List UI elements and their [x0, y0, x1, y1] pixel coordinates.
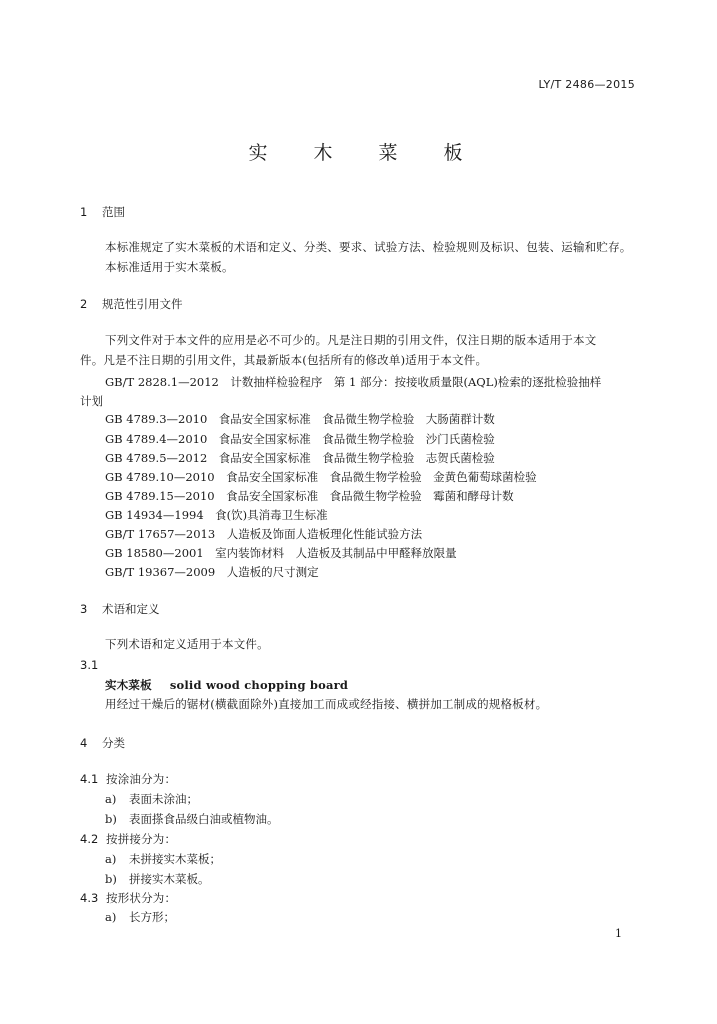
subsection-4-3 — [80, 890, 176, 906]
section-number: 2 — [80, 297, 88, 311]
list-item — [105, 811, 279, 827]
section-title: 范围 — [102, 205, 125, 219]
reference-item: GB/T 17657—2013 人造板及饰面人造板理化性能试验方法 — [105, 527, 423, 541]
reference-item: GB 4789.3—2010 食品安全国家标准 食品微生物学检验 大肠菌群计数 — [105, 412, 495, 426]
document-title: 实 木 菜 板 — [248, 142, 483, 164]
reference-item: GB 4789.10—2010 食品安全国家标准 食品微生物学检验 金黄色葡萄球菌检验 — [105, 470, 537, 484]
list-marker: a) — [105, 910, 117, 924]
list-marker: b) — [105, 812, 117, 826]
paragraph: 件。凡是不注日期的引用文件，其最新版本(包括所有的修改单)适用于本文件。 — [80, 353, 488, 367]
subsection-number: 4.3 — [80, 891, 99, 905]
reference-item: GB 4789.15—2010 食品安全国家标准 食品微生物学检验 霉菌和酵母计数 — [105, 489, 514, 503]
section-1-heading — [80, 204, 125, 220]
page-number: 1 — [615, 927, 622, 940]
list-marker: b) — [105, 872, 117, 886]
reference-item: GB 18580—2001 室内装饰材料 人造板及其制品中甲醛释放限量 — [105, 546, 457, 560]
term-entry — [105, 677, 348, 693]
section-3-heading — [80, 601, 160, 617]
list-text: 未拼接实木菜板； — [129, 852, 221, 866]
section-title: 规范性引用文件 — [102, 297, 183, 311]
subsection-4-2 — [80, 831, 176, 847]
list-item — [105, 909, 175, 925]
reference-item: GB/T 19367—2009 人造板的尺寸测定 — [105, 565, 319, 579]
standard-code: LY/T 2486—2015 — [538, 78, 635, 91]
list-marker: a) — [105, 792, 117, 806]
subsection-number: 4.1 — [80, 772, 99, 786]
list-item — [105, 871, 210, 887]
reference-item: GB 4789.4—2010 食品安全国家标准 食品微生物学检验 沙门氏菌检验 — [105, 432, 495, 446]
paragraph: 下列术语和定义适用于本文件。 — [105, 637, 269, 651]
list-marker: a) — [105, 852, 117, 866]
list-text: 拼接实木菜板。 — [129, 872, 210, 886]
subsection-label: 按拼接分为： — [106, 832, 177, 846]
paragraph: 本标准规定了实木菜板的术语和定义、分类、要求、试验方法、检验规则及标识、包装、运输和贮存。 — [105, 240, 632, 254]
reference-item-continued: 计划 — [80, 394, 103, 408]
list-text: 表面搽食品级白油或植物油。 — [129, 812, 279, 826]
subsection-4-1 — [80, 771, 176, 787]
subsection-label: 按形状分为： — [106, 891, 177, 905]
section-number: 1 — [80, 205, 88, 219]
section-4-heading — [80, 735, 125, 751]
section-2-heading — [80, 296, 183, 312]
reference-item: GB 14934—1994 食(饮)具消毒卫生标准 — [105, 508, 328, 522]
paragraph: 下列文件对于本文件的应用是必不可少的。凡是注日期的引用文件，仅注日期的版本适用于本文 — [105, 333, 597, 347]
section-title: 分类 — [102, 736, 125, 750]
section-number: 3 — [80, 602, 88, 616]
term-en: solid wood chopping board — [169, 678, 349, 692]
subsection-number: 4.2 — [80, 832, 99, 846]
list-text: 长方形； — [129, 910, 175, 924]
term-definition: 用经过干燥后的锯材(横截面除外)直接加工而成或经指接、横拼加工制成的规格板材。 — [105, 697, 548, 711]
term-cn: 实木菜板 — [105, 678, 152, 692]
list-text: 表面未涂油； — [129, 792, 198, 806]
reference-item: GB 4789.5—2012 食品安全国家标准 食品微生物学检验 志贺氏菌检验 — [105, 451, 495, 465]
paragraph: 本标准适用于实木菜板。 — [105, 260, 234, 274]
list-item — [105, 851, 221, 867]
subsection-label: 按涂油分为： — [106, 772, 177, 786]
section-number: 4 — [80, 736, 88, 750]
list-item — [105, 791, 198, 807]
term-number: 3.1 — [80, 658, 99, 672]
reference-item: GB/T 2828.1—2012 计数抽样检验程序 第 1 部分：按接收质量限(AQL)检索的逐批检验抽样 — [105, 375, 602, 389]
section-title: 术语和定义 — [102, 602, 160, 616]
